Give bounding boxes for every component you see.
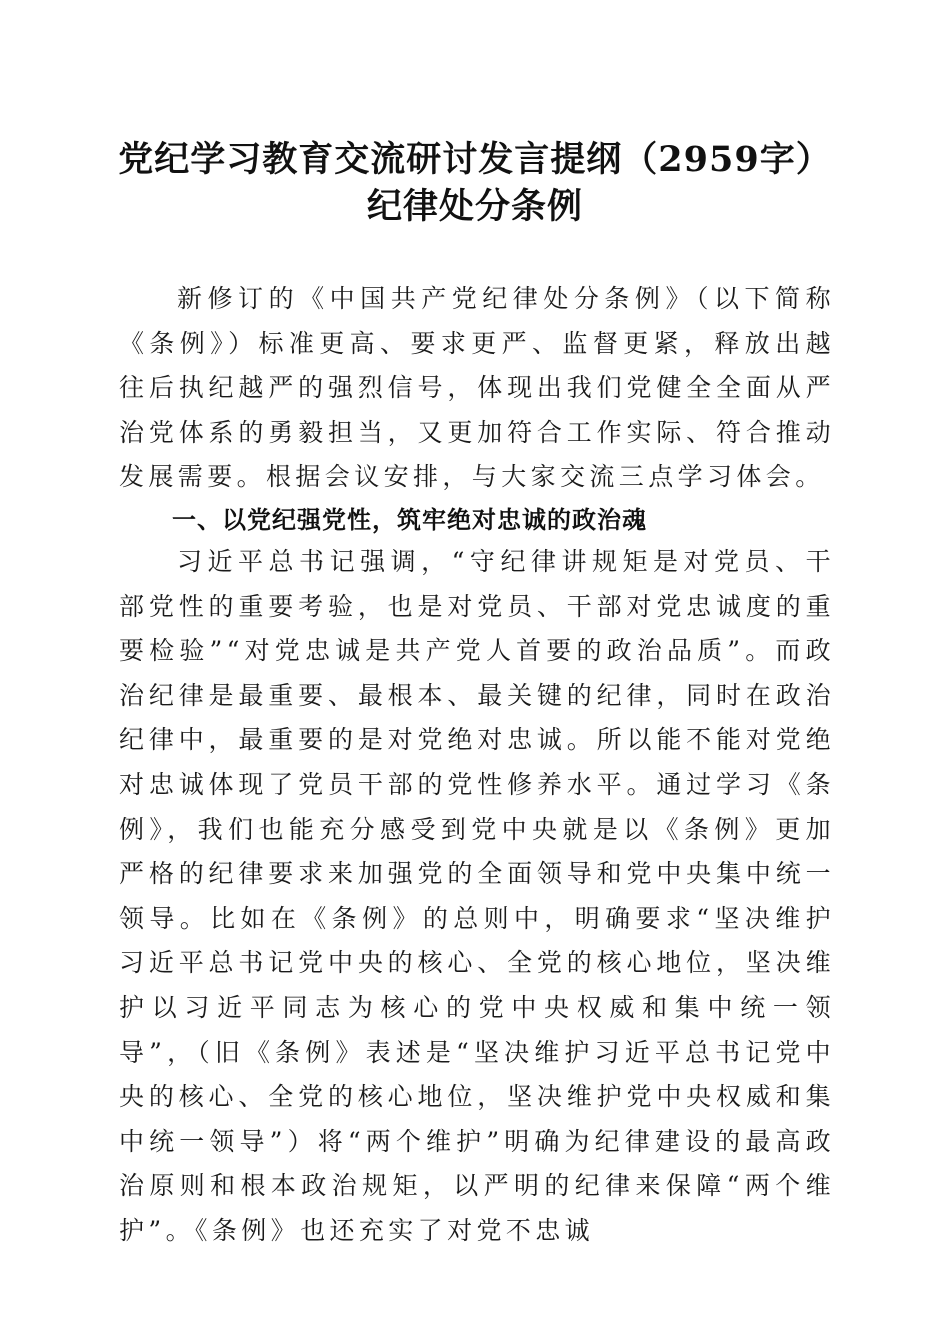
document-title-line-2: 纪律处分条例 xyxy=(366,186,583,227)
document-title-line-1: 党纪学习教育交流研讨发言提纲（2959字） xyxy=(118,139,832,180)
intro-paragraph: 新修订的《中国共产党纪律处分条例》（以下简称《条例》）标准更高、要求更严、监督更紧，释放出越往后执纪越严的强烈信号，体现出我们党健全全面从严治党体系的勇毅担当，又更加符合工作实际、符合推动发展需要。根据会议安排，与大家交流三点学习体会。 xyxy=(119,284,835,492)
section-1-paragraph: 习近平总书记强调，“守纪律讲规矩是对党员、干部党性的重要考验，也是对党员、干部对党忠诚度的重要检验”“对党忠诚是共产党人首要的政治品质”。而政治纪律是最重要、最根本、最关键的纪律，同时在政治纪律中，最重要的是对党绝对忠诚。所以能不能对党绝对忠诚体现了党员干部的党性修养水平。通过学习《条例》，我们也能充分感受到党中央就是以《条例》更加严格的纪律要求来加强党的全面领导和党中央集中统一领导。比如在《条例》的总则中，明确要求“坚决维护习近平总书记党中央的核心、全党的核心地位，坚决维护以习近平同志为核心的党中央权威和集中统一领导”，（旧《条例》表述是“坚决维护习近平总书记党中央的核心、全党的核心地位，坚决维护党中央权威和集中统一领导”）将“两个维护”明确为纪律建设的最高政治原则和根本政治规矩，以严明的纪律来保障“两个维护”。《条例》也还充实了对党不忠诚 xyxy=(119,547,835,1245)
section-1-heading: 一、以党纪强党性，筑牢绝对忠诚的政治魂 xyxy=(172,506,647,534)
